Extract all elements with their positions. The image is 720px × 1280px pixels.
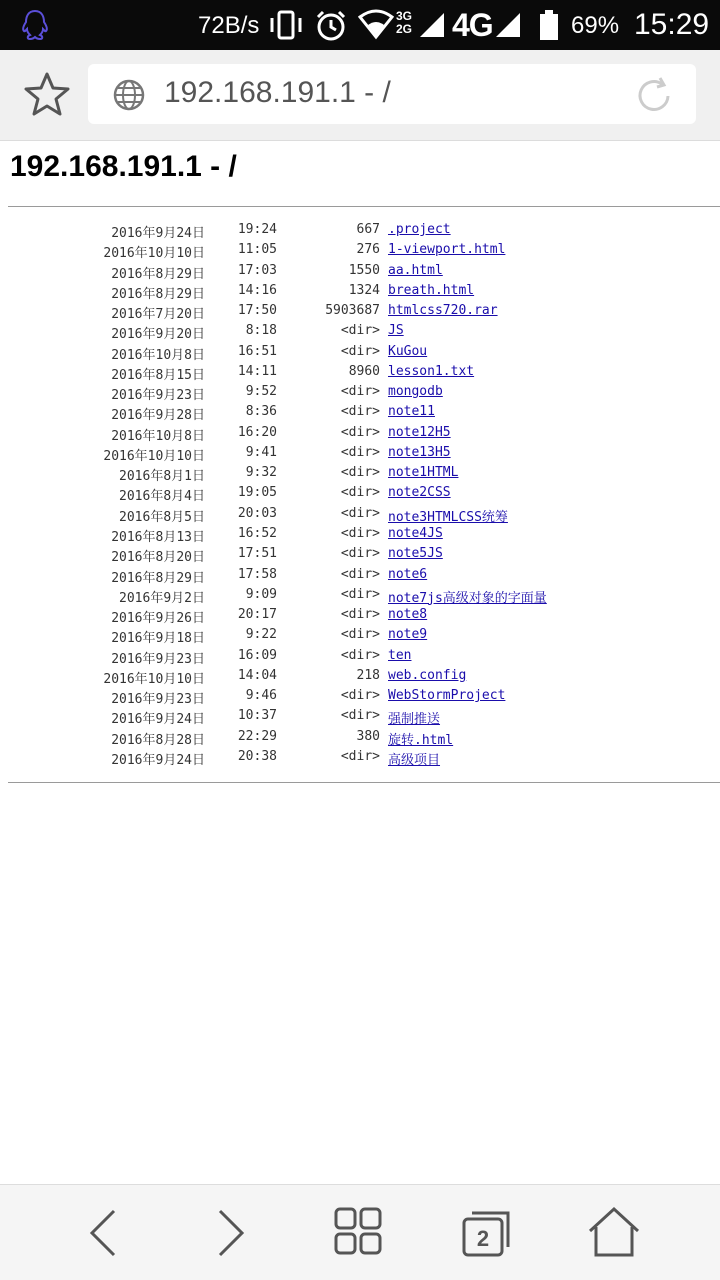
entry-date: 2016年8月20日 bbox=[111, 550, 205, 566]
entry-date: 2016年10月10日 bbox=[103, 246, 205, 262]
listing-row bbox=[0, 240, 720, 260]
listing-row bbox=[0, 666, 720, 686]
vibrate-icon bbox=[268, 9, 304, 41]
entry-size: <dir> bbox=[340, 465, 380, 481]
entry-time: 9:41 bbox=[245, 444, 277, 460]
entry-size: <dir> bbox=[340, 566, 380, 582]
entry-date: 2016年9月26日 bbox=[111, 611, 205, 627]
entry-time: 9:46 bbox=[245, 688, 277, 704]
entry-size: 1324 bbox=[348, 282, 380, 298]
listing-row bbox=[0, 423, 720, 443]
entry-time: 9:52 bbox=[245, 384, 277, 400]
entry-time: 14:11 bbox=[237, 363, 277, 379]
listing-row bbox=[0, 321, 720, 341]
entry-date: 2016年10月10日 bbox=[103, 448, 205, 464]
entry-size: 380 bbox=[356, 728, 380, 744]
entry-time: 10:37 bbox=[237, 708, 277, 724]
entry-time: 16:51 bbox=[237, 343, 277, 359]
tabs-button[interactable] bbox=[456, 1203, 516, 1263]
entry-size: <dir> bbox=[340, 607, 380, 623]
entry-size: <dir> bbox=[340, 444, 380, 460]
listing-row bbox=[0, 646, 720, 666]
entry-date: 2016年7月20日 bbox=[111, 307, 205, 323]
address-bar[interactable] bbox=[88, 64, 696, 124]
forward-button[interactable] bbox=[200, 1203, 260, 1263]
qq-icon bbox=[18, 8, 52, 42]
listing-row bbox=[0, 544, 720, 564]
entry-size: <dir> bbox=[340, 688, 380, 704]
entry-date: 2016年8月5日 bbox=[119, 509, 205, 525]
entry-time: 9:22 bbox=[245, 627, 277, 643]
signal-icon bbox=[418, 9, 446, 39]
entry-link[interactable]: 旋转.html bbox=[388, 732, 454, 748]
entry-link[interactable]: JS bbox=[388, 323, 404, 339]
entry-link[interactable]: lesson1.txt bbox=[388, 363, 475, 379]
entry-time: 8:36 bbox=[245, 404, 277, 420]
listing-row bbox=[0, 747, 720, 767]
entry-date: 2016年9月2日 bbox=[119, 590, 205, 606]
entry-link[interactable]: note13H5 bbox=[388, 444, 451, 460]
entry-link[interactable]: note1HTML bbox=[388, 465, 459, 481]
entry-size: <dir> bbox=[340, 647, 380, 663]
entry-time: 19:05 bbox=[237, 485, 277, 501]
listing-row bbox=[0, 706, 720, 726]
entry-size: <dir> bbox=[340, 404, 380, 420]
listing-row bbox=[0, 727, 720, 747]
entry-link[interactable]: KuGou bbox=[388, 343, 428, 359]
menu-grid-icon bbox=[328, 1203, 388, 1263]
entry-size: 276 bbox=[356, 242, 380, 258]
status-bar bbox=[0, 0, 720, 50]
listing-row bbox=[0, 220, 720, 240]
entry-time: 17:51 bbox=[237, 546, 277, 562]
entry-size: <dir> bbox=[340, 586, 380, 602]
listing-row bbox=[0, 565, 720, 585]
entry-link[interactable]: mongodb bbox=[388, 384, 443, 400]
alarm-icon bbox=[314, 9, 348, 43]
entry-size: 5903687 bbox=[325, 303, 380, 319]
entry-size: <dir> bbox=[340, 384, 380, 400]
divider-bottom bbox=[8, 782, 720, 783]
entry-date: 2016年8月29日 bbox=[111, 286, 205, 302]
entry-size: 218 bbox=[356, 667, 380, 683]
entry-size: <dir> bbox=[340, 343, 380, 359]
entry-time: 16:52 bbox=[237, 525, 277, 541]
listing-row bbox=[0, 463, 720, 483]
entry-link[interactable]: 高级项目 bbox=[388, 752, 441, 768]
tab-count: 2 bbox=[476, 1226, 490, 1251]
entry-size: <dir> bbox=[340, 485, 380, 501]
listing-row bbox=[0, 362, 720, 382]
reload-icon[interactable] bbox=[634, 76, 674, 116]
entry-date: 2016年8月15日 bbox=[111, 367, 205, 383]
browser-toolbar bbox=[0, 50, 720, 141]
network-type-small bbox=[396, 10, 412, 36]
entry-date: 2016年9月23日 bbox=[111, 651, 205, 667]
entry-time: 14:16 bbox=[237, 282, 277, 298]
listing-row bbox=[0, 301, 720, 321]
listing-row bbox=[0, 483, 720, 503]
entry-size: 8960 bbox=[348, 363, 380, 379]
entry-time: 16:09 bbox=[237, 647, 277, 663]
star-icon[interactable] bbox=[22, 70, 72, 120]
entry-link[interactable]: aa.html bbox=[388, 262, 443, 278]
network-type: 4G bbox=[452, 7, 493, 43]
entry-time: 20:17 bbox=[237, 607, 277, 623]
entry-link[interactable]: 1-viewport.html bbox=[388, 242, 506, 258]
entry-size: <dir> bbox=[340, 525, 380, 541]
directory-listing bbox=[0, 220, 720, 767]
entry-link[interactable]: note2CSS bbox=[388, 485, 451, 501]
entry-date: 2016年8月29日 bbox=[111, 570, 205, 586]
entry-time: 20:38 bbox=[237, 748, 277, 764]
entry-date: 2016年9月24日 bbox=[111, 752, 205, 768]
network-2g: 2G bbox=[396, 22, 413, 36]
entry-time: 17:50 bbox=[237, 303, 277, 319]
entry-size: <dir> bbox=[340, 546, 380, 562]
entry-date: 2016年8月1日 bbox=[119, 469, 205, 485]
battery-icon bbox=[538, 9, 560, 41]
entry-time: 16:20 bbox=[237, 424, 277, 440]
entry-date: 2016年10月8日 bbox=[111, 347, 205, 363]
entry-link[interactable]: .project bbox=[388, 222, 451, 237]
entry-date: 2016年9月20日 bbox=[111, 327, 205, 343]
url-text[interactable]: 192.168.191.1 - / bbox=[164, 76, 391, 109]
entry-time: 22:29 bbox=[237, 728, 277, 744]
entry-link[interactable]: web.config bbox=[388, 667, 467, 683]
listing-row bbox=[0, 605, 720, 625]
entry-link[interactable]: note5JS bbox=[388, 546, 443, 562]
entry-date: 2016年9月28日 bbox=[111, 408, 205, 424]
listing-row bbox=[0, 402, 720, 422]
entry-link[interactable]: note8 bbox=[388, 607, 428, 623]
entry-size: <dir> bbox=[340, 424, 380, 440]
entry-link[interactable]: breath.html bbox=[388, 282, 475, 298]
entry-time: 9:09 bbox=[245, 586, 277, 602]
entry-time: 20:03 bbox=[237, 505, 277, 521]
divider-top bbox=[8, 206, 720, 207]
network-3g: 3G bbox=[396, 9, 413, 23]
listing-row bbox=[0, 261, 720, 281]
entry-date: 2016年9月23日 bbox=[111, 692, 205, 708]
listing-row bbox=[0, 504, 720, 524]
home-icon bbox=[584, 1203, 644, 1263]
tabs-icon bbox=[456, 1203, 516, 1263]
entry-date: 2016年9月24日 bbox=[111, 712, 205, 728]
entry-size: 667 bbox=[356, 222, 380, 237]
entry-link[interactable]: note3HTMLCSS统筹 bbox=[388, 509, 508, 525]
listing-row bbox=[0, 281, 720, 301]
entry-time: 19:24 bbox=[237, 222, 277, 237]
home-button[interactable] bbox=[584, 1203, 644, 1263]
entry-date: 2016年9月18日 bbox=[111, 631, 205, 647]
signal-icon-2 bbox=[494, 9, 522, 39]
listing-row bbox=[0, 524, 720, 544]
network-speed: 72B/s bbox=[198, 12, 260, 39]
entry-date: 2016年8月28日 bbox=[111, 732, 205, 748]
listing-row bbox=[0, 625, 720, 645]
entry-link[interactable]: 强制推送 bbox=[388, 712, 441, 728]
entry-date: 2016年9月23日 bbox=[111, 388, 205, 404]
bottom-navigation bbox=[0, 1184, 720, 1280]
entry-link[interactable]: note4JS bbox=[388, 525, 443, 541]
entry-time: 8:18 bbox=[245, 323, 277, 339]
entry-size: <dir> bbox=[340, 323, 380, 339]
listing-row bbox=[0, 686, 720, 706]
listing-row bbox=[0, 585, 720, 605]
entry-link[interactable]: note11 bbox=[388, 404, 435, 420]
entry-time: 14:04 bbox=[237, 667, 277, 683]
clock: 15:29 bbox=[634, 8, 710, 41]
entry-size: <dir> bbox=[340, 505, 380, 521]
battery-percent: 69% bbox=[571, 12, 620, 39]
entry-size: 1550 bbox=[348, 262, 380, 278]
globe-icon bbox=[112, 78, 146, 112]
entry-date: 2016年10月10日 bbox=[103, 671, 205, 687]
entry-date: 2016年8月29日 bbox=[111, 266, 205, 282]
entry-date: 2016年8月4日 bbox=[119, 489, 205, 505]
wifi-icon bbox=[358, 9, 394, 41]
entry-time: 11:05 bbox=[237, 242, 277, 258]
entry-date: 2016年8月13日 bbox=[111, 529, 205, 545]
entry-link[interactable]: note6 bbox=[388, 566, 428, 582]
entry-time: 17:03 bbox=[237, 262, 277, 278]
entry-link[interactable]: htmlcss720.rar bbox=[388, 303, 498, 319]
entry-date: 2016年10月8日 bbox=[111, 428, 205, 444]
entry-link[interactable]: note7js高级对象的字面量 bbox=[388, 590, 547, 606]
entry-size: <dir> bbox=[340, 748, 380, 764]
entry-time: 9:32 bbox=[245, 465, 277, 481]
entry-time: 17:58 bbox=[237, 566, 277, 582]
entry-link[interactable]: note9 bbox=[388, 627, 428, 643]
forward-icon bbox=[200, 1203, 260, 1263]
entry-link[interactable]: note12H5 bbox=[388, 424, 451, 440]
listing-row bbox=[0, 342, 720, 362]
entry-link[interactable]: WebStormProject bbox=[388, 688, 506, 704]
page-content bbox=[0, 142, 720, 1184]
entry-link[interactable]: ten bbox=[388, 647, 412, 663]
entry-date: 2016年9月24日 bbox=[111, 226, 205, 241]
listing-row bbox=[0, 443, 720, 463]
back-button[interactable] bbox=[74, 1203, 134, 1263]
entry-size: <dir> bbox=[340, 708, 380, 724]
entry-size: <dir> bbox=[340, 627, 380, 643]
menu-button[interactable] bbox=[328, 1203, 388, 1263]
page-title: 192.168.191.1 - / bbox=[10, 150, 237, 183]
listing-row bbox=[0, 382, 720, 402]
back-icon bbox=[74, 1203, 134, 1263]
